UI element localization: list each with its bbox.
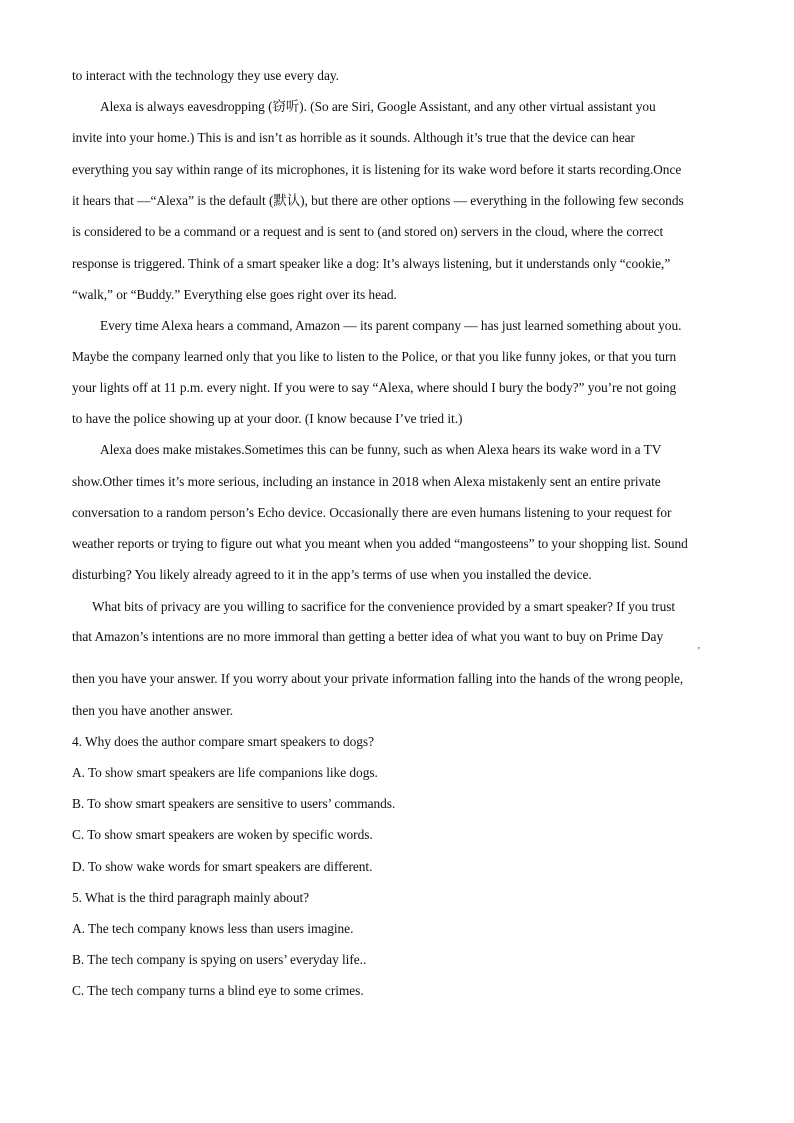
question-option: B. To show smart speakers are sensitive to users’ commands.	[72, 796, 396, 811]
paragraph-line: conversation to a random person’s Echo device. Occasionally there are even humans listening to your request for	[72, 505, 672, 520]
paragraph-line: weather reports or trying to figure out what you meant when you added “mangosteens” to your shopping list. Sound	[72, 536, 688, 551]
paragraph-line: then you have another answer.	[72, 703, 234, 718]
paragraph-line: What bits of privacy are you willing to sacrifice for the convenience provided by a smart speaker? If you trust	[92, 599, 676, 614]
paragraph-line: that Amazon’s intentions are no more immoral than getting a better idea of what you want to buy on Prime Day	[72, 629, 664, 644]
paragraph-line: Maybe the company learned only that you like to listen to the Police, or that you like funny jokes, or that you turn	[72, 349, 677, 364]
paragraph-line: to have the police showing up at your door. (I know because I’ve tried it.)	[72, 411, 463, 426]
question-option: C. The tech company turns a blind eye to some crimes.	[72, 983, 364, 998]
paragraph-line: disturbing? You likely already agreed to it in the app’s terms of use when you installed the device.	[72, 567, 592, 582]
paragraph-line: to interact with the technology they use every day.	[72, 68, 339, 83]
paragraph-line: everything you say within range of its microphones, it is listening for its wake word before it starts recording.Once	[72, 162, 682, 177]
stray-mark: '	[698, 646, 700, 657]
question-option: A. To show smart speakers are life companions like dogs.	[72, 765, 378, 780]
paragraph-line: response is triggered. Think of a smart speaker like a dog: It’s always listening, but it understands only “cookie,”	[72, 256, 671, 271]
paragraph-line: “walk,” or “Buddy.” Everything else goes right over its head.	[72, 287, 397, 302]
question-option: A. The tech company knows less than users imagine.	[72, 921, 354, 936]
question-option: B. The tech company is spying on users’ everyday life..	[72, 952, 367, 967]
paragraph-line: show.Other times it’s more serious, including an instance in 2018 when Alexa mistakenly sent an entire private	[72, 474, 661, 489]
paragraph-line: Every time Alexa hears a command, Amazon — its parent company — has just learned something about you.	[100, 318, 682, 333]
question-stem: 5. What is the third paragraph mainly about?	[72, 890, 310, 905]
question-stem: 4. Why does the author compare smart speakers to dogs?	[72, 734, 374, 749]
question-option: D. To show wake words for smart speakers are different.	[72, 859, 373, 874]
paragraph-line: then you have your answer. If you worry about your private information falling into the hands of the wrong people,	[72, 671, 684, 686]
paragraph-line: is considered to be a command or a request and is sent to (and stored on) servers in the cloud, where the correct	[72, 224, 664, 239]
paragraph-line: Alexa does make mistakes.Sometimes this can be funny, such as when Alexa hears its wake word in a TV	[100, 442, 662, 457]
paragraph-line: your lights off at 11 p.m. every night. If you were to say “Alexa, where should I bury the body?” you’re not going	[72, 380, 677, 395]
paragraph-line: Alexa is always eavesdropping (窃听). (So are Siri, Google Assistant, and any other virtual assistant you	[100, 99, 656, 114]
paragraph-line: it hears that —“Alexa” is the default (默认), but there are other options — everything in the following few seconds	[72, 193, 684, 208]
question-option: C. To show smart speakers are woken by specific words.	[72, 827, 373, 842]
paragraph-line: invite into your home.) This is and isn’t as horrible as it sounds. Although it’s true that the device can hear	[72, 130, 635, 145]
